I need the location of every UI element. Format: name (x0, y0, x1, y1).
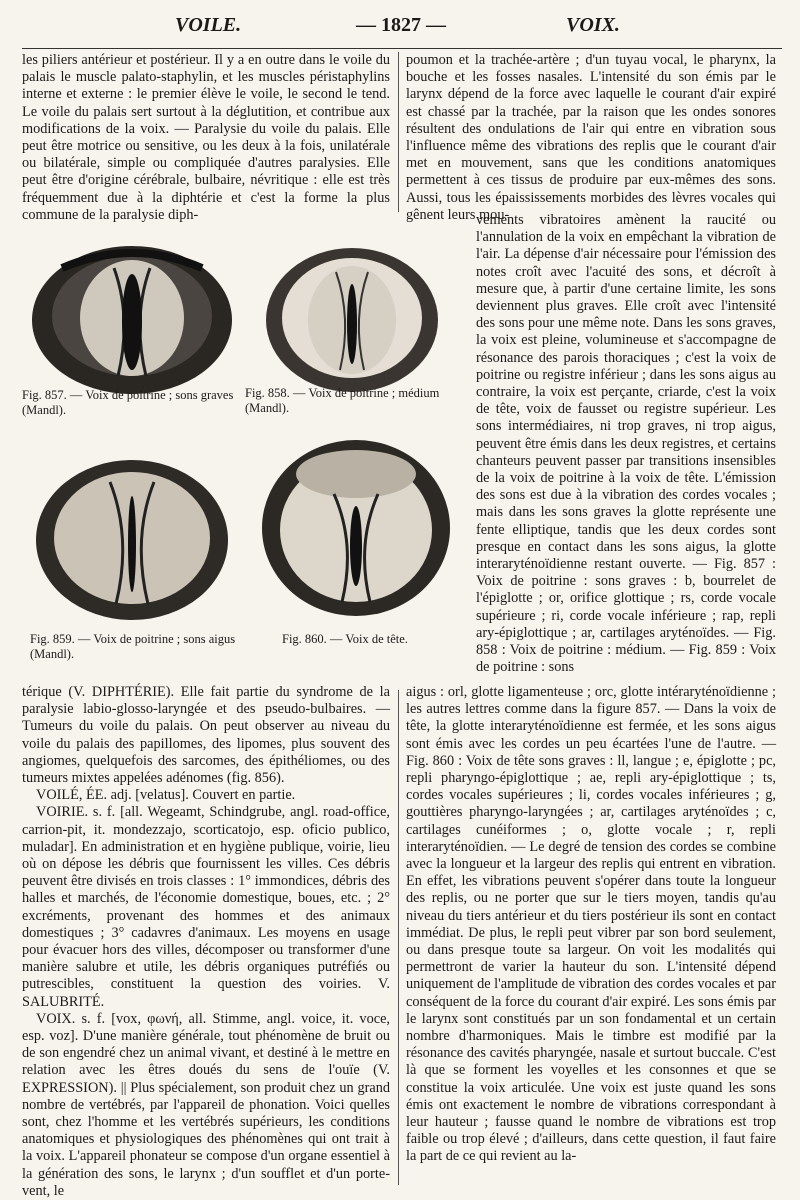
paragraph-voix-registers-continued: aigus : orl, glotte ligamenteuse ; orc, glotte intéraryténoïdienne ; les autres lettres comme dans la figure 857. — Dans la voix de tête, la glotte interaryténoïdienne est fermée, et les sons aigus sont émis avec les cordes un peu écartées l'une de l'autre. — Fig. 860 : Voix de tête sons graves : ll, langue ; e, épiglotte ; pc, repli pharyngo-épiglottique ; ae, repli ary-épiglottique ; ts, cordes vocales supérieures ; li, cordes vocales inférieures ; g, gouttières pharyngo-laryngées ; ar, cartilages aryténoïdes ; c, cartilages cunéiformes ; o, glotte vocale ; r, repli interaryténoïdien. — Le degré de tension des cordes se combine avec la longueur et la largeur des replis qui entrent en vibration. En effet, les vibrations peuvent s'opérer dans toute la longueur des replis, ou ne porter que sur le tiers moyen, tandis qu'au niveau du tiers antérieur et du tiers postérieur ils sont en contact immédiat. De plus, le repli peut vibrer par son bord seulement, ou dans presque toute sa largeur. On voit les modalités qui permettront de varier la hauteur du son. L'intensité dépend uniquement de l'amplitude de vibration des cordes vocales et par conséquent de la force du courant d'air expiré. Les sons émis par le larynx sont constitués par un son fondamental et un certain nombre d'harmoniques. Mais le timbre est modifié par la résonance des cavités pharyngée, nasale et surtout buccale. C'est là que se forment les voyelles et les consonnes et que se constitue la voix articulée. Une voix est juste quand les sons émis ont exactement le nombre de vibrations correspondant à leur hauteur ; fausse quand le nombre de vibrations est trop faible ou trop élevé ; d'ailleurs, dans cette question, il faut faire la part de ce qui revient au la- (406, 684, 776, 1165)
larynx-illustration-860 (252, 434, 466, 624)
caption-fig-859: Fig. 859. — Voix de poitrine ; sons aigus (Mandl). (30, 632, 236, 661)
entry-voix: VOIX. s. f. [vox, φωνή, all. Stimme, angl. voice, it. voce, esp. voz]. D'une manière générale, tout phénomène de bruit ou de son engendré chez un animal vivant, et destiné à le mettre en relation avec les êtres doués du sens de l'ouïe (V. EXPRESSION). || Plus spécialement, son produit chez un grand nombre de vertébrés, par l'appareil de phonation. Voici quelles sont, chez l'homme et les vertébrés supérieurs, les conditions anatomiques et physiologiques des phénomènes qui ont trait à la voix. L'appareil phonateur se compose d'un organe essentiel à la génération des sons, le larynx ; d'un soufflet et d'un porte-vent, le (22, 1010, 390, 1199)
figure-860 (252, 434, 466, 624)
larynx-illustration-859 (22, 454, 242, 624)
paragraph-paralysie-tail: térique (V. DIPHTÉRIE). Elle fait partie du syndrome de la paralysie labio-glosso-laryngée et des pseudo-bulbaires. — Tumeurs du voile du palais. On peut observer au niveau du voile du palais des papillomes, des lipomes, plus souvent des angiomes, quelquefois des sarcomes, des épithéliomes, ou des tumeurs mixtes appelées adénomes (fig. 856). (22, 684, 390, 787)
entry-voirie: VOIRIE. s. f. [all. Wegeamt, Schindgrube, angl. road-office, carrion-pit, it. mondezzajo, scorticatojo, esp. oficio publico, muladar]. En administration et en hygiène publique, voirie, lieu où on dépose les débris que fournissent les villes. Ces débris peuvent être divisés en trois classes : 1° immondices, débris des halles et marchés, de l'économie domestique, boues, etc. ; 2° excréments, provenant des hommes et des animaux domestiques ; 3° cadavres d'animaux. Les moyens en usage pour évacuer hors des villes, décomposer ou transformer d'une manière salubre et utile, les débris organiques putréfiés ou putrescibles, constituent la question des voiries. V. SALUBRITÉ. (22, 804, 390, 1010)
figure-858 (262, 238, 462, 398)
text-block-bottom-left (22, 684, 390, 1200)
header-rule (22, 48, 782, 49)
page-number: — 1827 — (356, 14, 446, 36)
header-left-word: VOILE. (175, 14, 242, 36)
text-block-top-left (22, 52, 390, 224)
larynx-illustration-858 (262, 238, 462, 398)
paragraph-voix-registers: vements vibratoires amènent la raucité ou l'annulation de la voix en empêchant la vibration de l'air. La dépense d'air nécessaire pour l'émission des notes croît avec l'acuité des sons, et décroît à mesure que, à partir d'une certaine limite, les sons deviennent plus graves. Elle croît avec l'intensité des sons pour une même note. Dans les sons graves, la voix est pleine, volumineuse et s'accompagne de résonance des parois thoraciques ; c'est la voix de poitrine ou registre inférieur ; dans les sons aigus au contraire, la voix est perçante, criarde, c'est la voix de tête, voix de fausset ou registre supérieur. Les sons intermédiaires, ni trop graves, ni trop aigus, peuvent être émis dans les deux registres, et certains chanteurs peuvent passer par transitions insensibles de la voix de poitrine à la voix de tête. L'émission des sons est due à la vibration des cordes vocales ; mais dans les sons graves la glotte représente une fente elliptique, tandis que les deux cordes sont presque en contact dans les sons aigus, la glotte interaryténoïdienne restant ouverte. — Fig. 857 : Voix de poitrine : sons graves : b, bourrelet de l'épiglotte ; or, orifice glottique ; rs, corde vocale supérieure ; ri, corde vocale inférieure ; rap, repli ary-épiglottique ; ar, cartilages aryténoïdes. — Fig. 858 : Voix de poitrine : médium. — Fig. 859 : Voix de poitrine : sons (476, 212, 776, 676)
column-divider-top (398, 52, 399, 212)
text-block-top-right (406, 52, 776, 224)
entry-voile: VOILÉ, ÉE. adj. [velatus]. Couvert en partie. (36, 787, 296, 804)
caption-fig-857: Fig. 857. — Voix de poitrine ; sons graves (Mandl). (22, 388, 234, 417)
paragraph-voix-continued: poumon et la trachée-artère ; d'un tuyau vocal, le pharynx, la bouche et les fosses nasales. L'intensité du son émis par le larynx dépend de la force avec laquelle le courant d'air expiré est chassé par la trachée, par la raison que les ondes sonores résultent des ondulations de l'air qui entre en vibration sous l'influence même des vibrations des replis que le courant d'air met en mouvement, sans que les conditions anatomiques permettent à ces tissus de produire par eux-mêmes des sons. Aussi, tous les épaississements morbides des lèvres vocales qui gênent leurs mou- (406, 52, 776, 223)
header-right-word: VOIX. (566, 14, 620, 36)
figure-857 (22, 238, 242, 398)
caption-fig-860: Fig. 860. — Voix de tête. (282, 632, 408, 646)
running-head (0, 14, 800, 48)
larynx-illustration-857 (22, 238, 242, 398)
text-block-bottom-right (406, 684, 776, 1166)
figure-859 (22, 454, 242, 624)
column-divider-bottom (398, 690, 399, 1185)
paragraph-voile-continued: les piliers antérieur et postérieur. Il y a en outre dans le voile du palais le muscle palato-staphylin, et les muscles péristaphylins interne et externe : le premier élève le voile, le second le tend. Le voile du palais sert surtout à la déglutition, et contribue aux modifications de la voix. — Paralysie du voile du palais. Elle peut être motrice ou sensitive, ou les deux à la fois, unilatérale ou bilatérale, simple ou compliquée d'autres paralysies. Elle peut être d'origine cérébrale, bulbaire, névritique : elle est très fréquemment due à la diphtérie et c'est la forme la plus commune de la paralysie diph- (22, 52, 390, 223)
caption-fig-858: Fig. 858. — Voix de poitrine ; médium (Mandl). (245, 386, 440, 415)
text-block-right-mid (476, 212, 776, 676)
